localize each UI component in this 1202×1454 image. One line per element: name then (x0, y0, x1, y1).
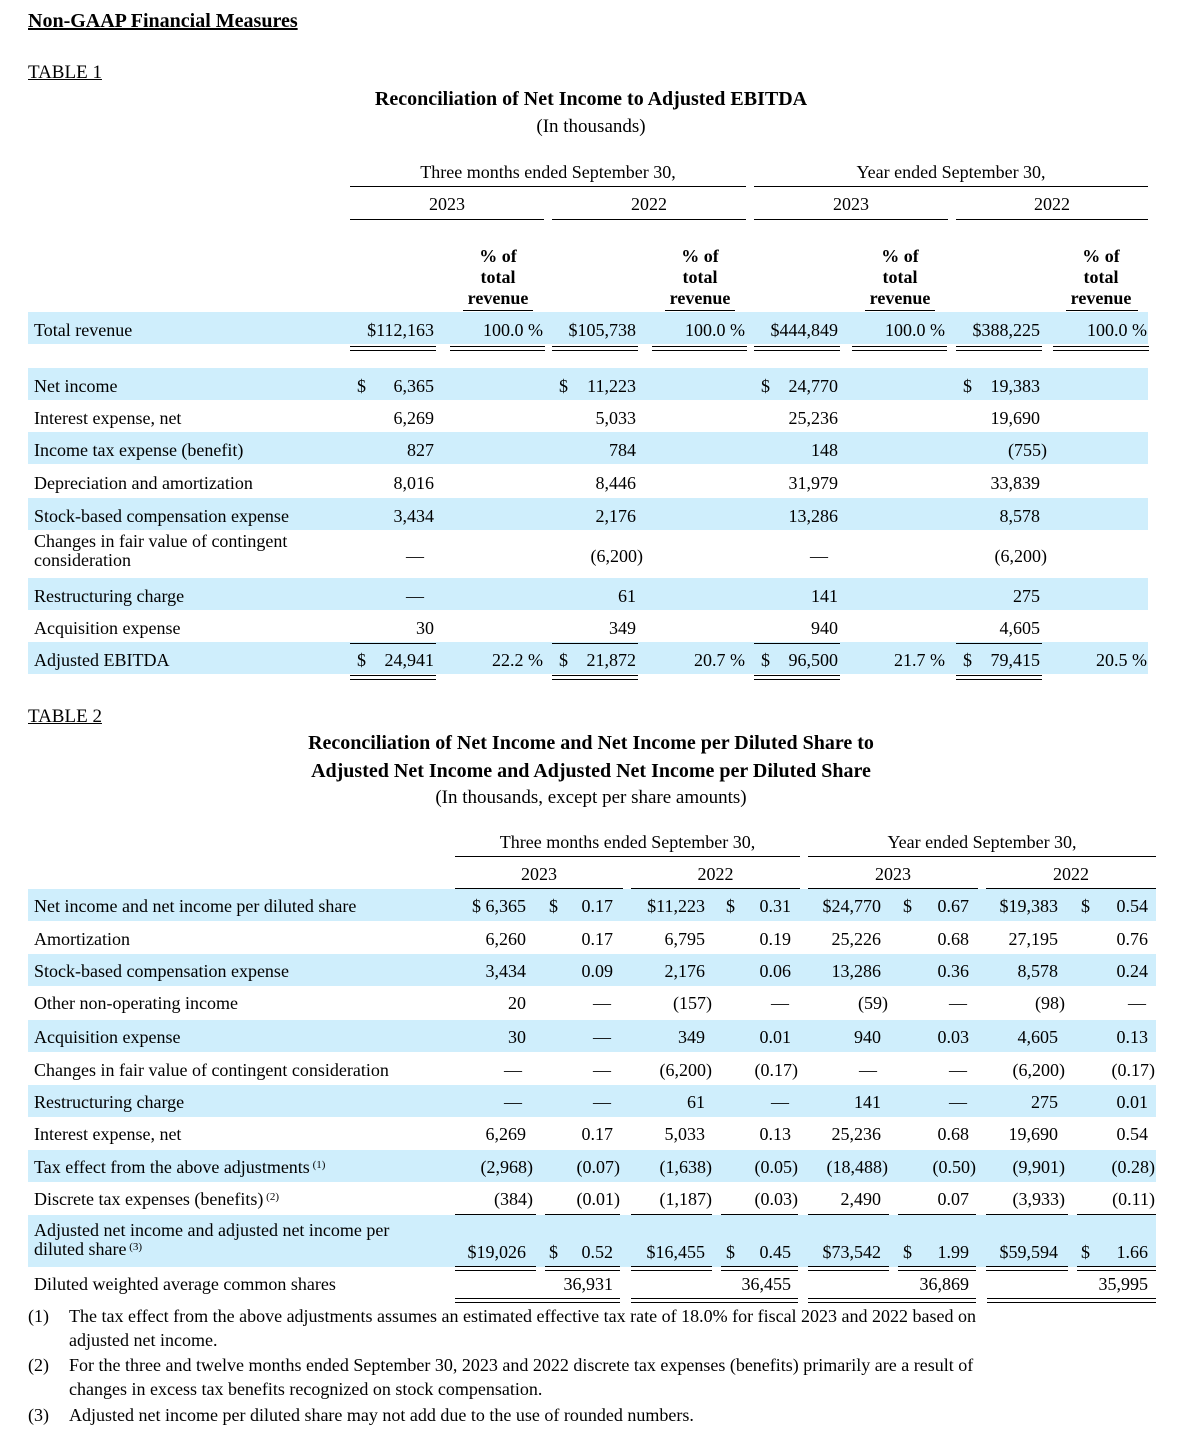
per-share-cell: (0.28) (1111, 1157, 1155, 1177)
per-share-cell: 0.01 (1116, 1092, 1148, 1112)
amount-cell: $16,455 (646, 1242, 705, 1262)
per-share-cell: 0.52 (581, 1242, 613, 1262)
subtotal-line (1077, 1214, 1156, 1215)
amount-cell: (384) (494, 1189, 533, 1209)
row-label: Net income (34, 376, 118, 396)
per-share-cell: 0.76 (1116, 929, 1148, 949)
value-cell: 24,770 (788, 376, 838, 396)
per-share-cell: 0.24 (1116, 961, 1148, 981)
amount-cell: 13,286 (831, 961, 881, 981)
amount-cell: 61 (687, 1092, 705, 1112)
amount-cell: 3,434 (485, 961, 526, 981)
amount-cell: 25,226 (831, 929, 881, 949)
row-label: Interest expense, net (34, 408, 182, 428)
row-label: consideration (34, 550, 131, 570)
double-underline (986, 1266, 1068, 1271)
value-cell: — (406, 586, 424, 606)
per-share-cell: 0.68 (937, 929, 969, 949)
per-share-cell: 0.13 (759, 1124, 791, 1144)
subtotal-line (721, 1214, 798, 1215)
row-label: Changes in fair value of contingent consideration (34, 1060, 389, 1080)
amount-cell: $59,594 (999, 1242, 1058, 1262)
value-cell: 6,365 (393, 376, 434, 396)
table2-year-header: 2023 (521, 864, 557, 884)
shares-cell: 36,869 (919, 1274, 969, 1294)
page-title: Non-GAAP Financial Measures (28, 10, 298, 32)
value-cell: 8,446 (595, 473, 636, 493)
per-share-cell: 0.06 (759, 961, 791, 981)
value-cell: 8,016 (393, 473, 434, 493)
pct-cell: 20.7 % (694, 650, 745, 670)
amount-cell: 20 (508, 993, 526, 1013)
dollar-sign: $ (726, 1242, 735, 1262)
row-label: Tax effect from the above adjustments $^{(1)}$ (34, 1157, 326, 1177)
per-share-cell: (0.03) (754, 1189, 798, 1209)
dollar-sign: $ (559, 650, 568, 670)
value-cell: 19,690 (990, 408, 1040, 428)
amount-cell: $ 6,365 (472, 896, 526, 916)
row-label: Restructuring charge (34, 586, 185, 606)
value-cell: 3,434 (393, 506, 434, 526)
amount-cell: $73,542 (822, 1242, 881, 1262)
double-underline (754, 346, 840, 351)
row-label: Income tax expense (benefit) (34, 440, 244, 460)
dollar-sign: $ (903, 1242, 912, 1262)
amount-cell: 25,236 (831, 1124, 881, 1144)
dollar-sign: $ (963, 376, 972, 396)
value-cell: 275 (1013, 586, 1040, 606)
per-share-cell: — (949, 1092, 967, 1112)
per-share-cell: (0.05) (754, 1157, 798, 1177)
amount-cell: (18,488) (826, 1157, 888, 1177)
pct-of-revenue-header: % of total revenue (869, 246, 931, 308)
revenue-value: $105,738 (568, 320, 636, 340)
value-cell: 141 (811, 586, 838, 606)
pct-cell: 100.0 % (1087, 320, 1147, 340)
dollar-sign: $ (549, 896, 558, 916)
value-cell: 6,269 (393, 408, 434, 428)
table2-subtitle: (In thousands, except per share amounts) (435, 787, 747, 808)
double-underline (852, 346, 947, 351)
per-share-cell: — (593, 1092, 611, 1112)
per-share-cell: 0.68 (937, 1124, 969, 1144)
amount-cell: (6,200) (659, 1060, 712, 1080)
dollar-sign: $ (726, 896, 735, 916)
amount-cell: 6,269 (485, 1124, 526, 1144)
footnote-text: The tax effect from the above adjustments assumes an estimated effective tax rate of 18.0% for fiscal 2023 and 2022 based on (69, 1306, 977, 1326)
double-underline (1053, 346, 1149, 351)
per-share-cell: (0.07) (576, 1157, 620, 1177)
table2-title-line2: Adjusted Net Income and Adjusted Net Income per Diluted Share (311, 760, 871, 782)
table1-period-three-months: Three months ended September 30, (420, 162, 676, 182)
value-cell: (755) (1008, 440, 1047, 460)
per-share-cell: — (949, 993, 967, 1013)
shares-cell: 35,995 (1098, 1274, 1148, 1294)
amount-cell: (59) (858, 993, 888, 1013)
per-share-cell: (0.17) (754, 1060, 798, 1080)
value-cell: 5,033 (595, 408, 636, 428)
row-label: Acquisition expense (34, 618, 181, 638)
per-share-cell: — (593, 993, 611, 1013)
double-underline (808, 1266, 889, 1271)
row-label: Restructuring charge (34, 1092, 185, 1112)
amount-cell: — (504, 1060, 522, 1080)
double-underline (956, 675, 1042, 680)
per-share-cell: (0.01) (576, 1189, 620, 1209)
per-share-cell: 0.13 (1116, 1027, 1148, 1047)
pct-cell: 21.7 % (894, 650, 945, 670)
double-underline (350, 346, 436, 351)
dollar-sign: $ (549, 1242, 558, 1262)
amount-cell: $11,223 (647, 896, 705, 916)
per-share-cell: 0.54 (1116, 1124, 1148, 1144)
table1-year-header: 2023 (833, 194, 869, 214)
amount-cell: $19,383 (999, 896, 1058, 916)
footnote-text: Adjusted net income per diluted share may not add due to the use of rounded numbers. (69, 1405, 694, 1425)
per-share-cell: 0.17 (581, 929, 613, 949)
table1-period-year: Year ended September 30, (856, 162, 1046, 182)
value-cell: 21,872 (586, 650, 636, 670)
amount-cell: $19,026 (467, 1242, 526, 1262)
value-cell: 349 (609, 618, 636, 638)
row-label: Acquisition expense (34, 1027, 181, 1047)
per-share-cell: (0.17) (1111, 1060, 1155, 1080)
amount-cell: 8,578 (1017, 961, 1058, 981)
value-cell: 79,415 (990, 650, 1040, 670)
value-cell: 784 (609, 440, 636, 460)
value-cell: — (810, 546, 828, 566)
footnote-text: changes in excess tax benefits recognized on stock compensation. (69, 1379, 543, 1399)
value-cell: 148 (811, 440, 838, 460)
pct-of-revenue-header: % of total revenue (467, 246, 529, 308)
amount-cell: 6,260 (485, 929, 526, 949)
double-underline (545, 1266, 620, 1271)
dollar-sign: $ (357, 376, 366, 396)
double-underline (350, 675, 436, 680)
row-label: Stock-based compensation expense (34, 961, 289, 981)
table1-title: Reconciliation of Net Income to Adjusted EBITDA (374, 88, 808, 110)
per-share-cell: (0.50) (932, 1157, 976, 1177)
amount-cell: (1,638) (659, 1157, 712, 1177)
value-cell: 25,236 (788, 408, 838, 428)
double-underline (631, 1266, 712, 1271)
pct-cell: 100.0 % (685, 320, 745, 340)
amount-cell: — (859, 1060, 877, 1080)
value-cell: 940 (811, 618, 838, 638)
dollar-sign: $ (903, 896, 912, 916)
table1-year-header: 2022 (631, 194, 667, 214)
row-label: Changes in fair value of contingent (34, 531, 288, 551)
per-share-cell: 0.54 (1116, 896, 1148, 916)
amount-cell: (9,901) (1012, 1157, 1065, 1177)
row-label: Other non-operating income (34, 993, 238, 1013)
value-cell: 30 (416, 618, 434, 638)
amount-cell: 2,176 (664, 961, 705, 981)
subtotal-line (986, 1214, 1068, 1215)
footnote-number: (2) (28, 1355, 49, 1375)
amount-cell: 5,033 (664, 1124, 705, 1144)
amount-cell: 940 (854, 1027, 881, 1047)
pct-cell: 100.0 % (483, 320, 543, 340)
row-label: Depreciation and amortization (34, 473, 253, 493)
shares-cell: 36,931 (563, 1274, 613, 1294)
footnote-text: adjusted net income. (69, 1330, 218, 1350)
value-cell: (6,200) (590, 546, 643, 566)
value-cell: 2,176 (595, 506, 636, 526)
subtotal-line (631, 1214, 712, 1215)
per-share-cell: 0.17 (581, 1124, 613, 1144)
value-cell: (6,200) (994, 546, 1047, 566)
value-cell: — (406, 546, 424, 566)
per-share-cell: — (1128, 993, 1146, 1013)
dollar-sign: $ (761, 376, 770, 396)
double-underline (721, 1266, 798, 1271)
per-share-cell: 0.45 (759, 1242, 791, 1262)
revenue-value: $112,163 (367, 320, 434, 340)
table2-year-header: 2023 (875, 864, 911, 884)
pct-cell: 20.5 % (1096, 650, 1147, 670)
double-underline (552, 675, 638, 680)
amount-cell: $24,770 (822, 896, 881, 916)
subtotal-line (552, 643, 638, 644)
subtotal-line (956, 643, 1042, 644)
amount-cell: 30 (508, 1027, 526, 1047)
amount-cell: 141 (854, 1092, 881, 1112)
per-share-cell: 0.03 (937, 1027, 969, 1047)
per-share-cell: 1.66 (1116, 1242, 1148, 1262)
dollar-sign: $ (1081, 896, 1090, 916)
table2-year-header: 2022 (697, 864, 734, 884)
double-underline (1077, 1266, 1156, 1271)
per-share-cell: — (949, 1060, 967, 1080)
table2-title-line1: Reconciliation of Net Income and Net Income per Diluted Share to (308, 732, 874, 754)
per-share-cell: (0.11) (1112, 1189, 1155, 1209)
per-share-cell: — (771, 993, 789, 1013)
value-cell: 13,286 (788, 506, 838, 526)
pct-of-revenue-header: % of total revenue (1070, 246, 1132, 308)
per-share-cell: — (593, 1027, 611, 1047)
footnote-number: (1) (28, 1306, 49, 1326)
row-label: diluted share $^{(3)}$ (34, 1239, 143, 1259)
table2-period-year: Year ended September 30, (887, 832, 1077, 852)
subtotal-line (350, 643, 436, 644)
double-underline (808, 1298, 976, 1303)
subtotal-line (808, 1214, 889, 1215)
amount-cell: (1,187) (659, 1189, 712, 1209)
value-cell: 19,383 (990, 376, 1040, 396)
per-share-cell: 0.36 (937, 961, 969, 981)
per-share-cell: — (593, 1060, 611, 1080)
table2-label: TABLE 2 (28, 706, 102, 727)
row-label: Net income and net income per diluted share (34, 896, 357, 916)
pct-of-revenue-header: % of total revenue (669, 246, 731, 308)
table2-year-header: 2022 (1053, 864, 1089, 884)
shares-cell: 36,455 (741, 1274, 791, 1294)
amount-cell: 19,690 (1008, 1124, 1058, 1144)
value-cell: 827 (407, 440, 434, 460)
pct-cell: 100.0 % (885, 320, 945, 340)
table1-label: TABLE 1 (28, 62, 102, 83)
value-cell: 11,223 (587, 376, 636, 396)
row-label: Amortization (34, 929, 130, 949)
per-share-cell: 0.09 (581, 961, 613, 981)
dollar-sign: $ (357, 650, 366, 670)
amount-cell: (3,933) (1012, 1189, 1065, 1209)
amount-cell: 6,795 (664, 929, 705, 949)
per-share-cell: 0.19 (759, 929, 791, 949)
row-label: Total revenue (34, 320, 133, 340)
per-share-cell: 0.07 (937, 1189, 969, 1209)
dollar-sign: $ (1081, 1242, 1090, 1262)
dollar-sign: $ (963, 650, 972, 670)
table1-subtitle: (In thousands) (536, 116, 646, 137)
row-label: Interest expense, net (34, 1124, 182, 1144)
amount-cell: (6,200) (1012, 1060, 1065, 1080)
amount-cell: 275 (1031, 1092, 1058, 1112)
table2-period-three-months: Three months ended September 30, (499, 832, 756, 852)
subtotal-line (754, 643, 840, 644)
double-underline (552, 346, 638, 351)
double-underline (455, 1298, 620, 1303)
pct-cell: 22.2 % (492, 650, 543, 670)
amount-cell: (157) (673, 993, 712, 1013)
value-cell: 8,578 (999, 506, 1040, 526)
double-underline (631, 1298, 798, 1303)
per-share-cell: 0.67 (937, 896, 969, 916)
amount-cell: 27,195 (1008, 929, 1058, 949)
subtotal-line (898, 1214, 976, 1215)
per-share-cell: 1.99 (937, 1242, 969, 1262)
subtotal-line (455, 1214, 536, 1215)
row-label: Adjusted EBITDA (34, 650, 170, 670)
amount-cell: (2,968) (480, 1157, 533, 1177)
dollar-sign: $ (559, 376, 568, 396)
footnote-number: (3) (28, 1405, 49, 1425)
amount-cell: — (504, 1092, 522, 1112)
value-cell: 4,605 (999, 618, 1040, 638)
value-cell: 33,839 (990, 473, 1040, 493)
amount-cell: 2,490 (840, 1189, 881, 1209)
value-cell: 24,941 (384, 650, 434, 670)
row-label: Diluted weighted average common shares (34, 1274, 336, 1294)
double-underline (754, 675, 840, 680)
subtotal-line (545, 1214, 620, 1215)
row-label: Adjusted net income and adjusted net income per (34, 1220, 390, 1240)
double-underline (987, 1298, 1156, 1303)
amount-cell: 4,605 (1017, 1027, 1058, 1047)
double-underline (450, 346, 545, 351)
amount-cell: 349 (678, 1027, 705, 1047)
double-underline (455, 1266, 536, 1271)
amount-cell: (98) (1035, 993, 1065, 1013)
row-label: Discrete tax expenses (benefits) $^{(2)}$ (34, 1189, 279, 1209)
value-cell: 96,500 (788, 650, 838, 670)
per-share-cell: — (771, 1092, 789, 1112)
double-underline (652, 346, 747, 351)
double-underline (956, 346, 1042, 351)
table1-year-header: 2023 (429, 194, 465, 214)
per-share-cell: 0.31 (759, 896, 791, 916)
revenue-value: $388,225 (972, 320, 1040, 340)
revenue-value: $444,849 (770, 320, 838, 340)
row-label: Stock-based compensation expense (34, 506, 289, 526)
per-share-cell: 0.01 (759, 1027, 791, 1047)
dollar-sign: $ (761, 650, 770, 670)
footnote-text: For the three and twelve months ended September 30, 2023 and 2022 discrete tax expenses (benefits) primarily are a result of (69, 1355, 974, 1375)
value-cell: 31,979 (788, 473, 838, 493)
double-underline (898, 1266, 976, 1271)
table1-year-header: 2022 (1034, 194, 1070, 214)
value-cell: 61 (618, 586, 636, 606)
per-share-cell: 0.17 (581, 896, 613, 916)
